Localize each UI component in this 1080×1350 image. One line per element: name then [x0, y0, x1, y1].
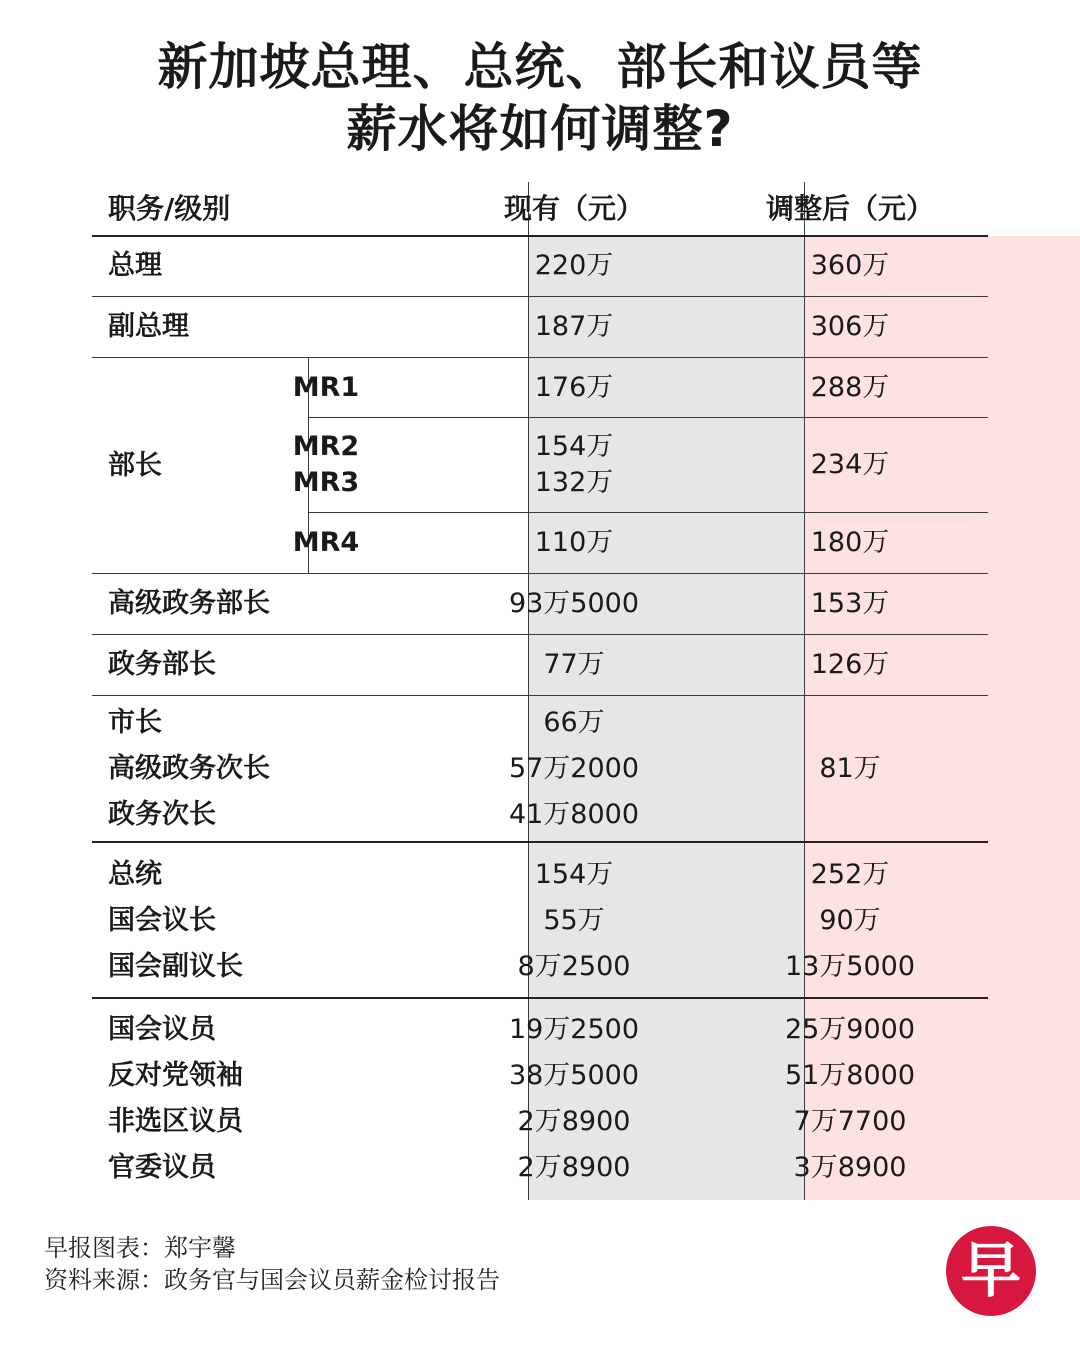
footer: [44, 1232, 500, 1296]
current-mp-group: [436, 1006, 712, 1192]
current-president-group: [436, 851, 712, 991]
current-dpm: 187万: [534, 311, 614, 342]
role-minister-of-state: 政务部长: [108, 649, 216, 680]
current-senior-minister-of-state: 93万5000: [508, 588, 640, 619]
adjusted-mp: 25万9000: [784, 1014, 916, 1045]
role-deputy-speaker: 国会副议长: [108, 951, 243, 982]
role-mp: 国会议员: [108, 1014, 216, 1045]
grade-mr2: MR2: [292, 431, 360, 462]
current-nmp: 2万8900: [517, 1152, 631, 1183]
current-mayor: 66万: [543, 707, 605, 738]
current-ncmp: 2万8900: [517, 1106, 631, 1137]
row-divider: [92, 695, 988, 696]
adjusted-mr2-mr3: 234万: [810, 449, 890, 480]
role-parl-sec: 政务次长: [108, 799, 216, 830]
grade-mr2-mr3: [216, 418, 436, 512]
current-mayor-group: [436, 700, 712, 838]
current-mr4: 110万: [534, 527, 614, 558]
current-mr2: 154万: [534, 431, 614, 462]
header-role: 职务/级别: [108, 192, 231, 225]
current-parl-sec: 41万8000: [508, 799, 640, 830]
role-senior-minister-of-state: 高级政务部长: [108, 588, 270, 619]
current-mp: 19万2500: [508, 1014, 640, 1045]
current-pm: 220万: [534, 250, 614, 281]
role-nmp: 官委议员: [108, 1152, 216, 1183]
current-mr2-mr3: [436, 418, 712, 512]
adjusted-president: 252万: [810, 859, 890, 890]
adjusted-president-group: [712, 851, 988, 991]
adjusted-mp-group: [712, 1006, 988, 1192]
role-president: 总统: [108, 859, 162, 890]
current-mr3: 132万: [534, 467, 614, 498]
current-senior-parl-sec: 57万2000: [508, 753, 640, 784]
role-dpm: 副总理: [108, 311, 189, 342]
current-mr1: 176万: [534, 371, 614, 403]
current-deputy-speaker: 8万2500: [517, 951, 631, 982]
adjusted-deputy-speaker: 13万5000: [784, 951, 916, 982]
role-opposition-leader: 反对党领袖: [108, 1060, 243, 1091]
adjusted-nmp: 3万8900: [793, 1152, 907, 1183]
roles-mayor-group: [108, 700, 270, 838]
grade-mr3: MR3: [292, 467, 360, 498]
role-ncmp: 非选区议员: [108, 1106, 243, 1137]
adjusted-dpm: 306万: [810, 311, 890, 342]
footer-source: 资料来源：政务官与国会议员薪金检讨报告: [44, 1266, 500, 1294]
title-line-2: 薪水将如何调整?: [346, 100, 734, 158]
page-title: [0, 36, 1080, 160]
current-opposition-leader: 38万5000: [508, 1060, 640, 1091]
adjusted-opposition-leader: 51万8000: [784, 1060, 916, 1091]
logo-glyph: 早: [961, 1236, 1021, 1306]
role-senior-parl-sec: 高级政务次长: [108, 753, 270, 784]
role-speaker: 国会议长: [108, 905, 216, 936]
adjusted-ncmp: 7万7700: [793, 1106, 907, 1137]
current-speaker: 55万: [543, 905, 605, 936]
adjusted-mr4: 180万: [810, 527, 890, 558]
role-pm: 总理: [108, 250, 162, 281]
roles-mp-group: [108, 1006, 243, 1192]
adjusted-pm: 360万: [810, 250, 890, 281]
current-president: 154万: [534, 859, 614, 890]
adjusted-minister-of-state: 126万: [810, 649, 890, 680]
grade-mr4: MR4: [292, 527, 360, 558]
grade-mr1: MR1: [292, 371, 360, 403]
adjusted-mayor-group: 81万: [819, 753, 881, 784]
title-line-1: 新加坡总理、总统、部长和议员等: [157, 38, 923, 96]
group-divider: [92, 841, 988, 843]
role-minister: 部长: [108, 449, 162, 481]
roles-president-group: [108, 851, 243, 991]
zaobao-logo-icon: [946, 1226, 1036, 1316]
adjusted-speaker: 90万: [819, 905, 881, 936]
group-divider: [92, 997, 988, 999]
footer-credit: 早报图表：郑宇馨: [44, 1234, 236, 1262]
adjusted-mr1: 288万: [810, 371, 890, 403]
role-mayor: 市长: [108, 707, 162, 738]
current-minister-of-state: 77万: [543, 649, 605, 680]
adjusted-senior-minister-of-state: 153万: [810, 588, 890, 619]
header-current: 现有（元）: [503, 192, 644, 225]
header-adjusted: 调整后（元）: [765, 192, 934, 225]
